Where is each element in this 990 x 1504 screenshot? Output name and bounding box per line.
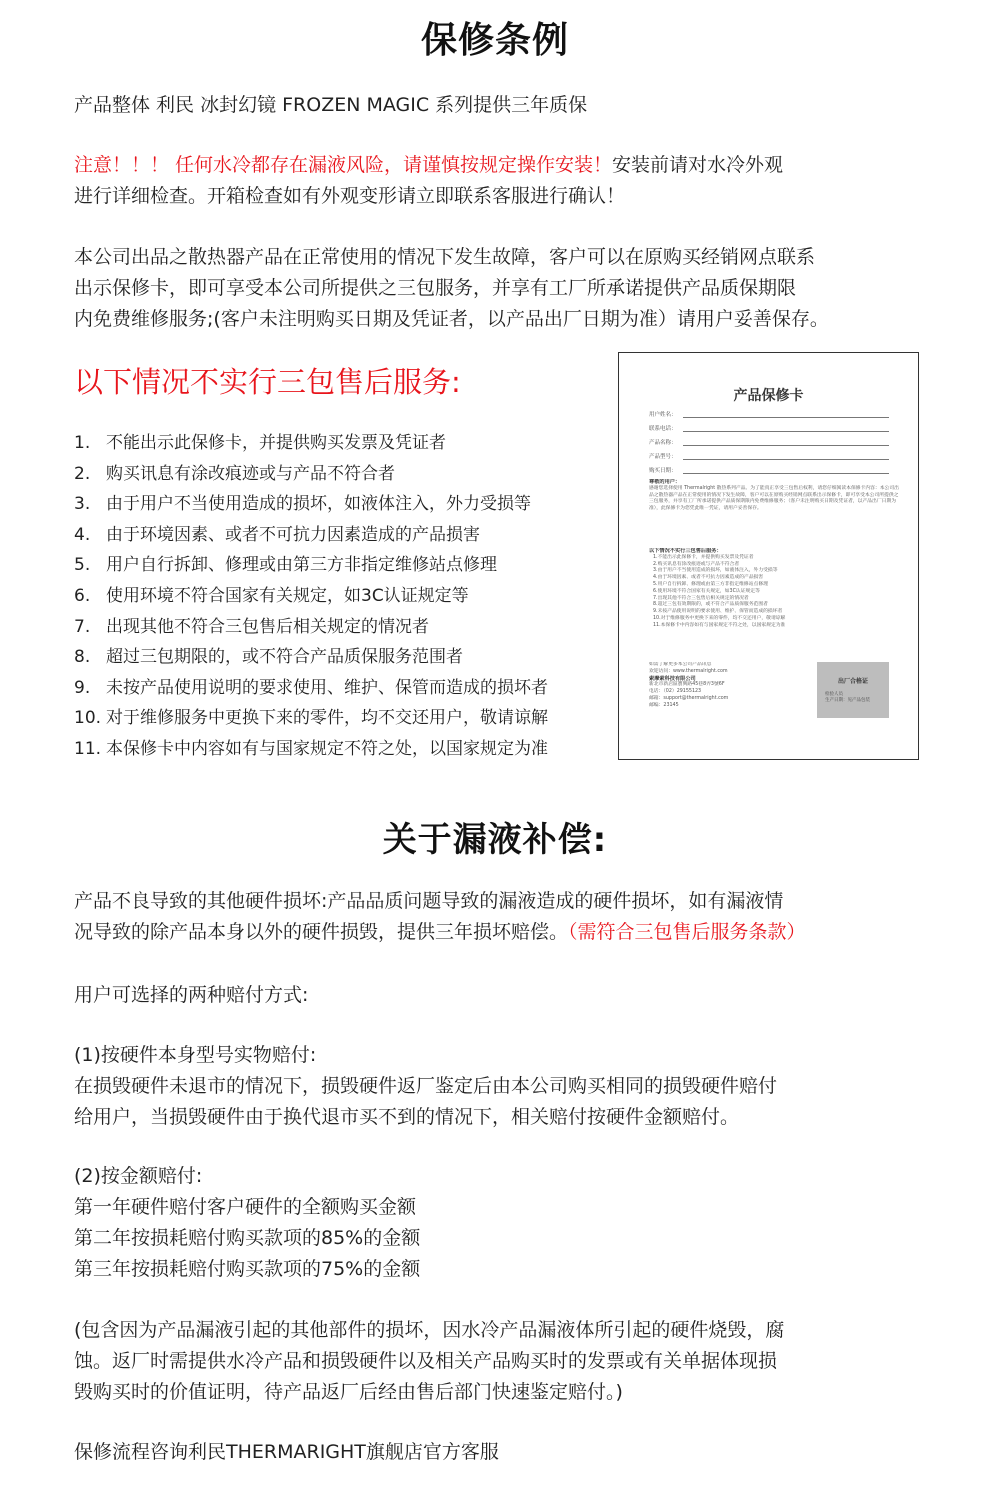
exclusion-item: [74, 673, 548, 704]
card-stamp-line2: 生产日期：见产品包装: [825, 698, 870, 703]
exclusion-item: [74, 428, 548, 459]
card-stamp: [817, 662, 889, 718]
leak-line-1: 产品不良导致的其他硬件损坏:产品品质问题导致的漏液造成的硬件损坏，如有漏液情: [74, 890, 784, 912]
card-exclusion-item: 10.对于维修服务中更换下来的零件，均不交还用户，敬请谅解: [653, 615, 786, 621]
exclusion-text: 用户自行拆卸、修理或由第三方非指定维修站点修理: [106, 555, 497, 576]
exclusion-number: 8.: [74, 647, 91, 668]
exclusions-heading: 以下情况不实行三包售后服务:: [74, 365, 461, 399]
exclusion-item: [74, 581, 548, 612]
leak-terms-note: （需符合三包售后服务条款）: [568, 921, 806, 943]
exclusion-number: 5.: [74, 555, 91, 576]
card-phone: 电话：（02）29155123: [649, 689, 702, 695]
exclusion-text: 使用环境不符合国家有关规定，如3C认证规定等: [106, 585, 469, 606]
exclusion-number: 9.: [74, 677, 91, 698]
card-exclusion-item: 4.由于环境因素、或者不可抗力因素造成的产品损害: [653, 575, 764, 581]
exclusion-item: [74, 550, 548, 581]
card-exclusion-item: 1.不能出示此保修卡，并提供购买发票及凭证者: [653, 554, 754, 560]
exclusion-item: [74, 642, 548, 673]
card-dear-body: 感谢您选择使用 Thermalright 散热系列产品。为了能真正享受三包售后权利，请您仔细阅读本保修卡内容：本公司出品之散热器产品在正常使用的情况下发生故障，客户可以在原购买经销网点联系出示保修卡，即可享受本公司所提供之三包服务，并享有工厂所承诺提供产品质保期限内免费维修服务；（客户未注明购买日期及凭证者，以产品出厂日期为准），此保修卡为您凭此唯一凭证，请用户妥善保存。: [649, 485, 899, 512]
exclusion-text: 本保修卡中内容如有与国家规定不符之处，以国家规定为准: [106, 738, 548, 759]
exclusion-number: 6.: [74, 585, 91, 606]
page-title: 保修条例: [420, 20, 569, 61]
service-line-2: 出示保修卡，即可享受本公司所提供之三包服务，并享有工厂所承诺提供产品质保期限: [74, 277, 797, 299]
card-exclusion-item: 6.使用环境不符合国家有关规定，如3C认证规定等: [653, 588, 760, 594]
footer-text: 保修流程咨询利民THERMARIGHT旗舰店官方客服: [74, 1441, 499, 1463]
choose-text: 用户可选择的两种赔付方式:: [74, 984, 309, 1006]
card-field-line: [683, 417, 889, 418]
option2-year3: 第三年按损耗赔付购买款项的75%的金额: [74, 1258, 421, 1280]
card-zip: 邮编：23145: [649, 702, 679, 708]
leak-line-2-text: 况导致的除产品本身以外的硬件损毁，提供三年损坏赔偿。: [74, 921, 569, 943]
exclusion-item: [74, 703, 548, 734]
option1-line-1: 在损毁硬件未退市的情况下，损毁硬件返厂鉴定后由本公司购买相同的损毁硬件赔付: [74, 1075, 778, 1097]
card-field-line: [683, 445, 889, 446]
warranty-card-image: [618, 352, 919, 760]
card-field-label: 联系电话：: [649, 426, 677, 432]
leak-title: 关于漏液补偿:: [382, 820, 608, 860]
notice-line-2: 进行详细检查。开箱检查如有外观变形请立即联系客服进行确认！: [74, 185, 626, 207]
exclusion-text: 未按产品使用说明的要求使用、维护、保管而造成的损坏者: [106, 677, 548, 698]
card-exclusion-item: 5.用户自行拆卸、修理或由第三方非指定维修站点修理: [653, 581, 768, 587]
card-field-line: [683, 431, 889, 432]
intro-text: 产品整体 利民 冰封幻镜 FROZEN MAGIC 系列提供三年质保: [74, 94, 588, 116]
card-field-label: 购买日期：: [649, 468, 677, 474]
service-line-1: 本公司出品之散热器产品在正常使用的情况下发生故障，客户可以在原购买经销网点联系: [74, 246, 816, 268]
exclusion-text: 出现其他不符合三包售后相关规定的情况者: [106, 616, 429, 637]
exclusion-text: 购买讯息有涂改痕迹或与产品不符合者: [106, 463, 395, 484]
exclusion-item: [74, 734, 548, 765]
notice-warning: 注意！！！ 任何水冷都存在漏液风险，请谨慎按规定操作安装！: [74, 154, 613, 176]
exclusion-text: 超过三包期限的，或不符合产品质保服务范围者: [106, 647, 463, 668]
card-stamp-line1: 检验人员: [825, 692, 843, 697]
card-exclusion-item: 7.出现其他不符合三包售后相关规定的情况者: [653, 595, 749, 601]
card-email: 邮箱：support@thermalright.com: [649, 695, 729, 701]
exclusion-text: 由于环境因素、或者不可抗力因素造成的产品损害: [106, 524, 480, 545]
card-exclusion-item: 3.由于用户不当使用造成的损坏，如液体注入，外力受损等: [653, 568, 778, 574]
exclusion-number: 3.: [74, 494, 91, 515]
card-exclusion-item: 11.本保修卡中内容如有与国家规定不符之处，以国家规定为准: [653, 622, 786, 628]
exclusion-number: 4.: [74, 524, 91, 545]
card-stamp-text: [825, 692, 870, 704]
card-title: 产品保修卡: [733, 388, 804, 404]
card-company: 索摩索科技有限公司: [649, 675, 696, 682]
exclusion-number: 7.: [74, 616, 91, 637]
exclusion-number: 10.: [74, 708, 102, 729]
service-line-3: 内免费维修服务;(客户未注明购买日期及凭证者，以产品出厂日期为准）请用户妥善保存。: [74, 308, 829, 330]
card-exclusions: [649, 548, 899, 658]
card-more: 如需了解更多本公司产品讯息: [649, 662, 712, 667]
card-exclusion-item: 9.未按产品使用说明的要求使用、维护、保管而造成的损坏者: [653, 609, 783, 615]
card-exclusion-item: 8.超过三包有效期限的，或不符合产品质保服务范围者: [653, 602, 768, 608]
card-field-label: 产品名称：: [649, 440, 677, 446]
exclusion-text: 由于用户不当使用造成的损坏，如液体注入，外力受损等: [106, 494, 531, 515]
option1-heading: (1)按硬件本身型号实物赔付:: [74, 1044, 317, 1066]
card-field-line: [683, 473, 889, 474]
card-contact: [649, 662, 809, 710]
card-dear: [649, 479, 899, 513]
exclusion-number: 1.: [74, 433, 91, 453]
card-field-line: [683, 459, 889, 460]
exclusion-number: 11.: [74, 738, 102, 759]
exclusion-text: 不能出示此保修卡，并提供购买发票及凭证者: [106, 433, 446, 453]
note-line-1: (包含因为产品漏液引起的其他部件的损坏，因水冷产品漏液体所引起的硬件烧毁，腐: [74, 1319, 785, 1341]
card-website: 欢迎访问：www.thermalright.com: [649, 668, 728, 674]
leak-line-2: [74, 917, 806, 948]
exclusion-item: [74, 459, 548, 490]
exclusion-item: [74, 520, 548, 551]
option2-year1: 第一年硬件赔付客户硬件的全额购买金额: [74, 1196, 417, 1218]
notice-rest: 安装前请对水冷外观: [612, 154, 784, 176]
exclusions-list: [74, 428, 548, 765]
option1-line-2: 给用户，当损毁硬件由于换代退市买不到的情况下，相关赔付按硬件金额赔付。: [74, 1106, 740, 1128]
exclusion-item: [74, 612, 548, 643]
option2-heading: (2)按金额赔付:: [74, 1165, 203, 1187]
option2-year2: 第二年按损耗赔付购买款项的85%的金额: [74, 1227, 421, 1249]
exclusion-item: [74, 489, 548, 520]
card-excl-heading: 以下情况不实行三包售后服务：: [649, 548, 722, 554]
exclusion-number: 2.: [74, 463, 91, 484]
card-exclusion-item: 2.购买讯息有涂改痕迹或与产品不符合者: [653, 561, 740, 567]
note-line-2: 蚀。返厂时需提供水冷产品和损毁硬件以及相关产品购买时的发票或有关单据体现损: [74, 1350, 778, 1372]
exclusion-text: 对于维修服务中更换下来的零件，均不交还用户，敬请谅解: [106, 708, 548, 729]
card-field-label: 产品型号：: [649, 454, 677, 460]
card-dear-heading: 尊敬的用户：: [649, 479, 681, 485]
card-address: 新北市新店區寶興路45巷8弄3號6F: [649, 682, 725, 688]
note-line-3: 毁购买时的价值证明，待产品返厂后经由售后部门快速鉴定赔付。): [74, 1381, 623, 1403]
card-field-label: 用户姓名：: [649, 412, 677, 418]
notice-line-1: [74, 150, 783, 181]
card-stamp-title: 出厂合格证: [837, 678, 868, 685]
